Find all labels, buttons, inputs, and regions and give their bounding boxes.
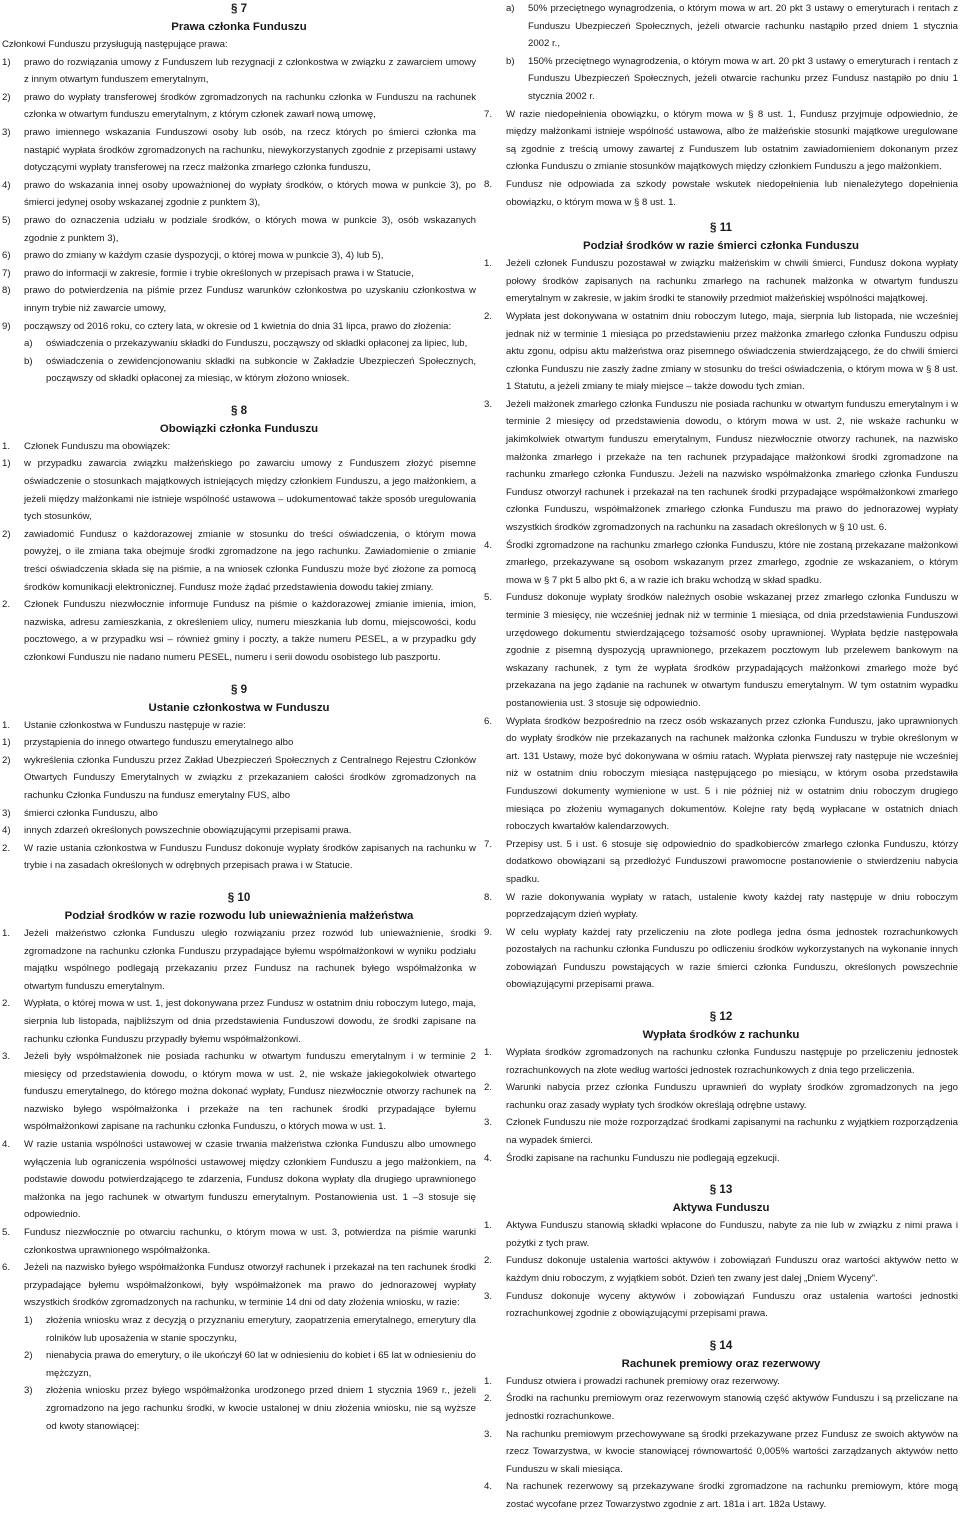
list-item-text: Jeżeli małżeństwo członka Funduszu uległo rozwiązaniu przez rozwód lub unieważnienie, środki zgromadzone na rachunku członka Funduszu przypadające byłemu współmałżonkowi w wyniku podziału majątku wspólnego podlegają przekazaniu przez Fundusz na rachunek byłego współmałżonka w otwartym funduszu emerytalnym. <box>24 927 476 992</box>
list-item-text: Wypłata środków bezpośrednio na rzecz osób wskazanych przez członka Funduszu, jako uprawnionych do wypłaty środków nie przekazanych na rachunek małżonka członka Funduszu w trybie określonym w art. 131 Ustawy, może być dokonywana w ośmiu ratach. Wypłata pierwszej raty następuje nie wcześniej niż w ostatnim dniu roboczym miesiąca następującego po miesiącu, w którym osoba przedstawiła Funduszowi dokumenty wymienione w ust. 5 i nie później niż w ostatnim dniu roboczym drugiego miesiąca po złożeniu wymaganych dokumentów. Kolejne raty będą wypłacane w ostatnich dniach roboczych kwartałów kalendarzowych. <box>506 715 958 833</box>
list-item-text: śmierci członka Funduszu, albo <box>24 807 158 819</box>
list-item-number: 1) <box>2 458 11 470</box>
list-item-text: złożenia wniosku wraz z decyzją o przyznaniu emerytury, zaopatrzenia emerytalnego, emerytury dla rolników lub uposażenia w stanie spoczynku, <box>46 1315 476 1344</box>
list-item-text: 50% przeciętnego wynagrodzenia, o którym mowa w art. 20 pkt 3 ustawy o emeryturach i rentach z Funduszu Ubezpieczeń Społecznych, jeżeli otwarcie rachunku nastąpiło przed dniem 1 stycznia 2002 r., <box>528 3 958 50</box>
section-13-title: Aktywa Funduszu <box>672 1202 770 1215</box>
list-item-number: 2. <box>484 1393 493 1405</box>
section-9-para-2: 2. W razie ustania członkostwa w Funduszu Fundusz dokonuje wypłaty środków zapisanych na rachunku w trybie i na zasadach określonych w odrębnych przepisach prawa i w Statucie. <box>2 842 476 872</box>
list-item <box>2 212 476 247</box>
section-8-para-2: 2. Członek Funduszu niezwłocznie informuje Fundusz na piśmie o każdorazowej zmianie imienia, imion, nazwiska, adresu zamieszkania, z określeniem ulicy, numeru mieszkania lub domu, miejscowości, kodu pocztowego, a w przypadku wsi – również gminy i poczty, a także numeru PESEL, a w przypadku gdy członkowi Funduszu nie nadano numeru PESEL, numeru i serii dowodu osobistego lub paszportu. <box>2 599 476 663</box>
list-item <box>2 1224 476 1259</box>
list-item-text: Jeżeli były współmałżonek nie posiada rachunku w otwartym funduszu emerytalnym i w terminie 2 miesięcy od przedstawienia dowodu, o którym mowa w ust. 2, nie wskaże jakiegokolwiek otwartego funduszu emerytalnego, do którego można dokonać wypłaty, Fundusz niezwłocznie otworzy rachunek na nazwisko byłego współmałżonka i przekaże na ten rachunek środki przypadające byłemu współmałżonkowi zapisane na rachunku członka Funduszu, o których mowa w ust. 1. <box>24 1051 476 1133</box>
list-item-text: przystąpienia do innego otwartego funduszu emerytalnego albo <box>24 737 294 749</box>
list-item <box>484 1426 958 1479</box>
section-12-title: Wypłata środków z rachunku <box>642 1029 800 1042</box>
list-item-number: a) <box>506 3 515 14</box>
section-14-title: Rachunek premiowy oraz rezerwowy <box>621 1357 821 1370</box>
section-11-number: § 11 <box>710 221 732 235</box>
list-item-number: 8. <box>484 891 493 903</box>
section-10-number: § 10 <box>227 890 251 904</box>
right-column <box>484 0 958 1514</box>
list-item-number: 2) <box>2 528 11 540</box>
section-10-sublist <box>2 1312 476 1435</box>
list-item-number: 8. <box>484 178 493 190</box>
list-item-number: 4. <box>484 539 493 551</box>
list-item <box>484 308 958 396</box>
list-item-number: 4. <box>484 1481 493 1493</box>
list-item <box>2 89 476 124</box>
list-item <box>484 889 958 924</box>
list-item <box>484 924 958 994</box>
list-item-number: 2. <box>484 1255 493 1267</box>
list-item-number: b) <box>506 55 515 67</box>
section-9-list <box>2 734 476 840</box>
list-item <box>2 265 476 283</box>
list-item-text: Członek Funduszu nie może rozporządzać środkami zapisanymi na rachunku z wyjątkiem rozporządzenia na wypadek śmierci. <box>506 1117 958 1147</box>
list-item <box>484 1150 958 1168</box>
list-item-number: 1. <box>484 1047 493 1059</box>
section-9-number: § 9 <box>230 682 248 696</box>
list-item-text: Fundusz nie odpowiada za szkody powstałe wskutek niedopełnienia lub nienależytego dopełnienia obowiązku, o którym mowa w § 8 ust. 1. <box>506 178 958 208</box>
list-item-text: zawiadomić Fundusz o każdorazowej zmianie w stosunku do treści oświadczenia, o którym mowa powyżej, o ile zmiana taka obejmuje środki zgromadzone na jego rachunku. Zawiadomienie o zmianie treści oświadczenia składa się na piśmie, a na wniosek członka Funduszu może być złożone za pomocą środków komunikacji elektronicznej. Fundusz może żądać przedstawienia dowodu takiej zmiany. <box>24 528 476 593</box>
list-item-text: Środki na rachunku premiowym oraz rezerwowym stanowią część aktywów Funduszu i są przeliczane na jednostki rozrachunkowe. <box>506 1393 958 1422</box>
list-item <box>484 255 958 308</box>
list-item-number: 3. <box>484 1117 493 1129</box>
list-item-text: prawo do wypłaty transferowej środków zgromadzonych na rachunku członka w Funduszu na rachunek członka w otwartym funduszu emerytalnym, z którym członek zawarł nową umowę, <box>24 91 476 121</box>
section-7-list <box>2 54 476 336</box>
list-item <box>484 1044 958 1079</box>
section-14-list <box>484 1373 958 1514</box>
list-item-text: Przepisy ust. 5 i ust. 6 stosuje się odpowiednio do spadkobierców zmarłego członka Funduszu, którzy dodatkowo obowiązani są przedłożyć Funduszowi prawomocne postanowienie o stwierdzeniu nabycia spadku. <box>506 838 958 885</box>
list-item <box>484 1390 958 1425</box>
list-item-text: Fundusz dokonuje wyceny aktywów i zobowiązań Funduszu oraz ustalenia wartości jednostki rozrachunkowej zgodnie z obowiązującymi przepisami prawa. <box>506 1290 958 1320</box>
list-item-text: W celu wypłaty każdej raty przeliczeniu na złote podlega jedna ósma jednostek rozrachunkowych pozostałych na rachunku członka Funduszu po odliczeniu środków wykorzystanych na wykonanie innych zobowiązań Funduszu powstających w razie śmierci członka Funduszu, określonych powszechnie obowiązującymi przepisami prawa. <box>506 926 958 991</box>
list-item <box>2 353 476 388</box>
section-10-continued-sublist <box>484 0 958 106</box>
list-item <box>484 1252 958 1287</box>
list-item-text: prawo do potwierdzenia na piśmie przez Fundusz warunków członkostwa po uzyskaniu członkostwa w innym trybie niż zawarcie umowy, <box>24 285 476 314</box>
list-item-number: 1. <box>484 258 493 270</box>
list-item-text: złożenia wniosku przez byłego współmałżonka urodzonego przed dniem 1 stycznia 1969 r., jeżeli zgromadzono na jego rachunku środki, w kwocie ustalonej w dniu złożenia wniosku, nie są wyższe od kwoty stanowiącej: <box>46 1385 476 1432</box>
list-item-text: Fundusz dokonuje ustalenia wartości aktywów i zobowiązań Funduszu oraz wartości aktywów netto w każdym dniu roboczym, z wyjątkiem sobót. Dzień ten zwany jest dalej „Dniem Wyceny". <box>506 1255 958 1284</box>
list-item-text: Jeżeli na nazwisko byłego współmałżonka Fundusz otworzył rachunek i przekazał na ten rachunek środki przypadające byłemu współmałżonkowi, były współmałżonek ma prawo do jednorazowej wypłaty wszystkich środków zgromadzonych na rachunku, w terminie 14 dni od daty złożenia wniosku, w razie: <box>24 1262 476 1309</box>
list-item <box>484 589 958 712</box>
list-item <box>2 1259 476 1312</box>
list-item-text: wykreślenia członka Funduszu przez Zakład Ubezpieczeń Społecznych z Centralnego Rejestru Członków Otwartych Funduszy Emerytalnych w związku z przekazaniem całości środków zgromadzonych na rachunku Członka Funduszu na fundusz emerytalny FUS, albo <box>24 754 476 801</box>
list-item-number: 3. <box>484 1290 493 1302</box>
list-item-text: Na rachunku premiowym przechowywane są środki przekazywane przez Fundusz ze swoich aktywów na rzecz Towarzystwa, w kwocie stanowiącej równowartość 0,005% wartości zarządzanych aktywów netto Funduszu w skali miesiąca. <box>506 1428 958 1475</box>
section-12-list <box>484 1044 958 1167</box>
list-item-number: 4) <box>2 825 11 837</box>
list-item <box>484 836 958 889</box>
list-item <box>484 1478 958 1513</box>
list-item <box>2 455 476 525</box>
list-item-text: innych zdarzeń określonych powszechnie obowiązującymi przepisami prawa. <box>24 825 352 837</box>
list-item <box>484 1114 958 1149</box>
list-item-number: 3) <box>24 1385 33 1397</box>
list-item-number: 4) <box>2 179 11 191</box>
list-item-number: 3. <box>2 1051 11 1063</box>
list-item <box>484 53 958 106</box>
list-item <box>2 124 476 177</box>
list-item <box>484 1373 958 1391</box>
list-item <box>484 1288 958 1323</box>
list-item <box>2 1048 476 1136</box>
list-item-number: 5. <box>2 1227 11 1239</box>
section-11-list <box>484 255 958 994</box>
list-item-number: 6. <box>484 715 493 727</box>
section-11-title: Podział środków w razie śmierci członka Funduszu <box>583 240 859 253</box>
list-item-text: Jeżeli członek Funduszu pozostawał w związku małżeńskim w chwili śmierci, Fundusz dokona wypłaty połowy środków zapisanych na rachunku zmarłego na rachunek małżonka w otwartym funduszu emerytalnym w zakresie, w jakim środki te stanowiły przedmiot małżeńskiej wspólności majątkowej. <box>506 258 958 305</box>
list-item-number: 2) <box>24 1350 33 1362</box>
list-item-number: 1) <box>2 737 11 749</box>
list-item <box>2 1136 476 1224</box>
list-item-text: w przypadku zawarcia związku małżeńskiego po zawarciu umowy z Funduszem złożyć pisemne oświadczenie o stosunkach majątkowych istniejących między członkiem Funduszu, a jego małżonkiem, a jeżeli między małżonkami nie istnieje wspólność ustawowa – udokumentować także sposób uregulowania tych stosunków, <box>24 458 476 523</box>
list-item <box>2 822 476 840</box>
list-item <box>484 1079 958 1114</box>
list-item-number: 3. <box>484 398 493 410</box>
list-item-number: 2) <box>2 754 11 766</box>
list-item-text: począwszy od 2016 roku, co cztery lata, w okresie od 1 kwietnia do dnia 31 lipca, prawo do złożenia: <box>24 320 452 332</box>
list-item <box>2 1382 476 1435</box>
section-13-list <box>484 1217 958 1323</box>
list-item-number: 2. <box>484 310 493 322</box>
list-item <box>2 177 476 212</box>
list-item <box>484 1217 958 1252</box>
list-item-text: oświadczenia o zewidencjonowaniu składki na subkoncie w Zakładzie Ubezpieczeń Społecznych, począwszy od składki opłaconej za miesiąc, w którym złożono wniosek. <box>46 355 476 385</box>
list-item-number: 1. <box>2 927 11 939</box>
section-8-number: § 8 <box>230 403 248 417</box>
list-item-number: 1. <box>484 1375 493 1387</box>
list-item-text: Wypłata, o której mowa w ust. 1, jest dokonywana przez Fundusz w ostatnim dniu roboczym lutego, maja, sierpnia lub listopada, najbliższym od dnia przedstawienia Funduszowi dowodu, że środki zapisane na rachunku członka Funduszu przypadły byłemu współmałżonkowi. <box>24 998 476 1045</box>
section-7-title: Prawa członka Funduszu <box>171 21 307 33</box>
list-item-number: 5. <box>484 592 493 604</box>
list-item-text: nienabycia prawa do emerytury, o ile ukończył 60 lat w odniesieniu do kobiet i 65 lat w odniesieniu do mężczyzn, <box>46 1350 476 1379</box>
list-item-text: Fundusz dokonuje wypłaty środków należnych osobie wskazanej przez zmarłego członka Funduszu w terminie 3 miesięcy, nie wcześniej jednak niż w terminie 1 miesiąca, od dnia przedstawienia Funduszowi urzędowego dokumentu stwierdzającego tożsamość osoby uprawnionej. Wypłata będzie następowała zgodnie z pisemną dyspozycją uprawnionego, przekazem pocztowym lub przelewem bankowym na wskazany rachunek, z tym że wypłata środków przypadających małżonkowi zmarłego może być przekazana na jego żądanie na rachunek w otwartym funduszu emerytalnym. W tym ostatnim wypadku postanowienia ust. 3 stosuje się odpowiednio. <box>506 592 958 709</box>
list-item-number: 6. <box>2 1262 11 1274</box>
list-item <box>2 1312 476 1347</box>
list-item-text: prawo do zmiany w każdym czasie dyspozycji, o której mowa w punkcie 3), 4) lub 5), <box>24 250 384 262</box>
list-item <box>2 805 476 823</box>
list-item-text: Fundusz niezwłocznie po otwarciu rachunku, o którym mowa w ust. 3, potwierdza na piśmie warunki członkostwa uprawnionego współmałżonka. <box>24 1227 476 1256</box>
section-8-list <box>2 455 476 596</box>
list-item-text: Warunki nabycia przez członka Funduszu uprawnień do wypłaty środków zgromadzonych na jego rachunku oraz zasady wypłaty tych środków określają odrębne ustawy. <box>506 1082 958 1111</box>
left-column <box>2 0 476 1435</box>
list-item <box>484 0 958 53</box>
list-item-text: Środki zapisane na rachunku Funduszu nie podlegają egzekucji. <box>506 1152 780 1164</box>
list-item <box>2 282 476 317</box>
list-item <box>2 335 476 353</box>
list-item-number: 2. <box>2 998 11 1010</box>
list-item-text: W razie ustania wspólności ustawowej w czasie trwania małżeństwa członka Funduszu albo umownego wyłączenia lub ograniczenia wspólności ustawowej między członkiem Funduszu a jego małżonkiem, na podstawie dowodu potwierdzającego te zdarzenia, Fundusz dokona wypłaty dla drugiego uprawnionego małżonka na jego rachunek w otwartym funduszu emerytalnym. Postanowienia ust. 1 –3 stosuje się odpowiednio. <box>24 1139 476 1221</box>
list-item-text: prawo do oznaczenia udziału w podziale środków, o których mowa w punkcie 3), osób wskazanych zgodnie z punktem 3), <box>24 214 476 244</box>
list-item-number: 2. <box>484 1082 493 1094</box>
section-10-continued-list <box>484 106 958 212</box>
section-8-para-1: 1. Członek Funduszu ma obowiązek: <box>2 440 171 452</box>
list-item-number: 4. <box>2 1139 11 1151</box>
section-10-title: Podział środków w razie rozwodu lub unieważnienia małżeństwa <box>64 909 414 922</box>
list-item-number: 3) <box>2 807 11 819</box>
list-item-number: 7) <box>2 267 11 279</box>
list-item-text: oświadczenia o przekazywaniu składki do Funduszu, począwszy od składki opłaconej za lipiec, lub, <box>46 338 468 350</box>
list-item <box>2 318 476 336</box>
list-item-number: 1) <box>2 56 11 68</box>
list-item <box>2 925 476 995</box>
list-item-text: W razie niedopełnienia obowiązku, o którym mowa w § 8 ust. 1, Fundusz przyjmuje odpowiednio, że między małżonkami istnieje wspólność ustawowa, albo że małżeńskie stosunki majątkowe uregulowane są zgodnie z treścią umowy zawartej z Funduszem lub ostatnim zawiadomieniem dokonanym przez członka Funduszu o zmianie stosunków majątkowych między członkiem Funduszu a jego małżonkiem. <box>506 108 958 173</box>
list-item-text: prawo do wskazania innej osoby upoważnionej do wypłaty środków, o których mowa w punkcie 3), po śmierci jedynej osoby wskazanej zgodnie z punktem 3), <box>24 179 476 209</box>
list-item <box>2 247 476 265</box>
list-item <box>2 526 476 596</box>
list-item-text: Wypłata środków zgromadzonych na rachunku członka Funduszu następuje po przeliczeniu jednostek rozrachunkowych na złote według wartości jednostek rozrachunkowych z dnia tego przeliczenia. <box>506 1047 958 1076</box>
list-item-text: Wypłata jest dokonywana w ostatnim dniu roboczym lutego, maja, sierpnia lub listopada, nie wcześniej jednak niż w terminie 1 miesiąca po przedstawieniu przez małżonka zmarłego członka Funduszu odpisu aktu zgonu, odpisu aktu małżeństwa oraz pisemnego oświadczenia stwierdzającego, że do chwili śmierci członka Funduszu nie zaszły żadne zmiany w stosunku do treści oświadczenia, o którym mowa w § 8 ust. 1 Statutu, a jeżeli zmiany te miały miejsce – także dowodu tych zmian. <box>506 310 958 393</box>
section-9-title: Ustanie członkostwa w Funduszu <box>148 701 330 714</box>
list-item-text: Fundusz otwiera i prowadzi rachunek premiowy oraz rezerwowy. <box>506 1375 780 1387</box>
list-item-text: prawo do informacji w zakresie, formie i trybie określonych w przepisach prawa i w Statucie, <box>24 267 414 279</box>
list-item-number: 7. <box>484 838 493 850</box>
list-item-text: Na rachunek rezerwowy są przekazywane środki zgromadzone na rachunku premiowym, które mogą zostać wycofane przez Towarzystwo zgodnie z art. 181a i art. 182a Ustawy. <box>506 1481 958 1510</box>
list-item-text: W razie dokonywania wypłaty w ratach, ustalenie kwoty każdej raty następuje w dniu roboczym poprzedzającym dzień wypłaty. <box>506 891 958 921</box>
list-item-number: 5) <box>2 214 11 226</box>
list-item-number: 2) <box>2 91 11 103</box>
list-item <box>484 106 958 176</box>
section-12-number: § 12 <box>709 1010 733 1024</box>
list-item <box>484 537 958 590</box>
list-item-number: 3) <box>2 126 11 138</box>
section-13-number: § 13 <box>709 1183 733 1197</box>
section-9-para-1: 1. Ustanie członkostwa w Funduszu następuje w razie: <box>2 719 246 731</box>
list-item <box>2 752 476 805</box>
list-item-number: 6) <box>2 250 11 262</box>
list-item-number: 1. <box>484 1220 493 1232</box>
section-8-title: Obowiązki członka Funduszu <box>159 422 319 435</box>
section-14-number: § 14 <box>709 1338 733 1352</box>
list-item <box>484 713 958 836</box>
list-item-number: 1) <box>24 1315 33 1326</box>
list-item-number: 9. <box>484 926 493 938</box>
list-item-text: Środki zgromadzone na rachunku zmarłego członka Funduszu, które nie zostaną przekazane małżonkowi zmarłego, przekazywane są osobom wskazanym przez zmarłego, zgodnie ze wskazaniem, o którym mowa w § 7 pkt 5 albo pkt 6, a w razie ich braku wchodzą w skład spadku. <box>506 539 958 586</box>
list-item <box>2 995 476 1048</box>
list-item-number: 4. <box>484 1152 493 1164</box>
list-item-text: prawo imiennego wskazania Funduszowi osoby lub osób, na rzecz których po śmierci członka ma nastąpić wypłata środków zgromadzonych na rachunku, niewykorzystanych zgodnie z przepisami ustawy dotyczącymi wypłaty transferowej na rzecz małżonka zmarłego członka funduszu, <box>24 126 476 174</box>
section-10-list <box>2 925 476 1312</box>
list-item <box>2 1347 476 1382</box>
section-7-sublist <box>2 335 476 388</box>
list-item <box>2 734 476 752</box>
list-item <box>484 176 958 211</box>
list-item-text: Jeżeli małżonek zmarłego członka Funduszu nie posiada rachunku w otwartym funduszu emerytalnym i w terminie 2 miesięcy od przedstawienia dowodu, o którym mowa w ust. 2, nie wskaże rachunku w jakimkolwiek otwartym funduszu emerytalnym, Fundusz niezwłocznie otworzy rachunek, na nazwisko małżonka zmarłego i przekaże na ten rachunek przypadające małżonkowi środki zgromadzone na rachunku zmarłego członka Funduszu. Jeżeli na nazwisko współmałżonka zmarłego członka Funduszu Fundusz otworzył rachunek i przekazał na ten rachunek środki przypadające współmałżonkowi zmarłego członka Funduszu, współmałżonek zmarłego członka Funduszu ma prawo do jednorazowej wypłaty wszystkich środków zgromadzonych na rachunku na zasadach określonych w § 10 ust. 6. <box>506 398 958 534</box>
list-item <box>2 54 476 89</box>
section-7-intro: Członkowi Funduszu przysługują następujące prawa: <box>2 39 228 50</box>
list-item-number: 3. <box>484 1428 493 1440</box>
list-item-number: 7. <box>484 108 493 120</box>
list-item-text: 150% przeciętnego wynagrodzenia, o którym mowa w art. 20 pkt 3 ustawy o emeryturach i rentach z Funduszu Ubezpieczeń Społecznych, jeżeli otwarcie rachunku przez Fundusz nastąpiło po dniu 1 stycznia 2002 r. <box>528 55 958 102</box>
list-item-text: prawo do rozwiązania umowy z Funduszem lub rezygnacji z członkostwa w związku z zawarciem umowy z innym otwartym funduszem emerytalnym, <box>24 56 476 86</box>
list-item-number: 9) <box>2 320 11 332</box>
list-item-number: 8) <box>2 285 11 297</box>
list-item <box>484 396 958 537</box>
list-item-text: Aktywa Funduszu stanowią składki wpłacone do Funduszu, nabyte za nie lub w związku z nimi prawa i pożytki z tych praw. <box>506 1220 958 1249</box>
section-7-number: § 7 <box>230 2 248 15</box>
list-item-number: a) <box>24 338 33 350</box>
list-item-number: b) <box>24 355 33 367</box>
